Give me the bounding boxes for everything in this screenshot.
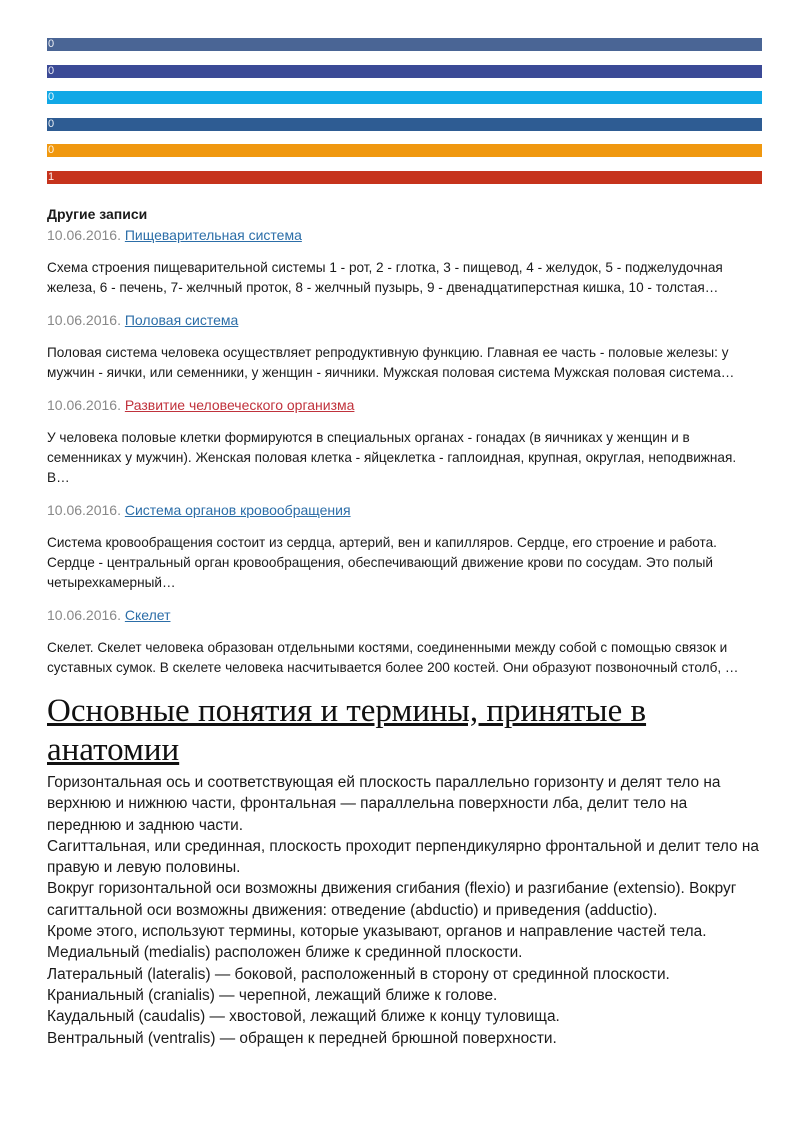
paragraph: Латеральный (lateralis) — боковой, расположенный в сторону от срединной плоскости. [47,965,670,983]
post-excerpt: Скелет. Скелет человека образован отдельными костями, соединенными между собой с помощью связок и суставных сумок. В скелете человека насчитывается более 200 костей. Они образуют позвоночный столб, … [47,639,739,675]
paragraph: Горизонтальная ось и соответствующая ей плоскость параллельно горизонту и делят тело на верхнюю и нижнюю части, фронтальная — параллельна поверхности лба, делит тело на переднюю и заднюю части. [47,773,721,834]
share-bar-2[interactable] [47,65,762,78]
post-date: 10.06.2016. [47,311,121,328]
share-bar-5[interactable] [47,144,762,157]
section-title: Основные понятия и термины, принятые в анатомии [47,692,647,768]
other-post-entry [47,310,762,383]
share-bar-4[interactable] [47,118,762,131]
page-content [47,38,762,1049]
share-bars [47,38,762,184]
paragraph: Медиальный (medialis) расположен ближе к срединной плоскости. [47,944,523,962]
post-link-circulatory[interactable]: Система органов кровообращения [124,501,351,518]
share-count: 0 [48,144,55,157]
share-bar-6[interactable] [47,171,762,184]
share-bar-1[interactable] [47,38,762,51]
post-date: 10.06.2016. [47,501,121,518]
post-link-digestive[interactable]: Пищеварительная система [124,226,302,243]
paragraph: Каудальный (caudalis) — хвостовой, лежащий ближе к концу туловища. [47,1008,560,1026]
other-post-entry [47,605,762,678]
other-post-entry [47,500,762,593]
share-count: 0 [48,117,55,130]
paragraph: Вокруг горизонтальной оси возможны движения сгибания (flexio) и разгибание (extensio). Вокруг сагиттальной оси возможны движения: отведение (abductio) и приведения (adductio). [47,880,737,919]
post-excerpt: Схема строения пищеварительной системы 1 - рот, 2 - глотка, 3 - пищевод, 4 - желудок, 5 - поджелудочная железа, 6 - печень, 7- желчный проток, 8 - желчный пузырь, 9 - двенадцатиперстная кишка, 10 - толстая… [47,259,723,295]
post-link-skeleton[interactable]: Скелет [124,606,171,623]
share-count: 0 [48,38,55,50]
post-date: 10.06.2016. [47,606,121,623]
share-count: 0 [48,91,55,104]
post-excerpt: Система кровообращения состоит из сердца, артерий, вен и капилляров. Сердце, его строение и работа. Сердце - центральный орган кровообращения, обеспечивающий движение крови по сосудам. Это полый четырехкамерный… [47,534,717,590]
share-count: 1 [48,170,55,183]
other-posts-heading: Другие записи [47,205,148,222]
post-link-development[interactable]: Развитие человеческого организма [124,396,355,413]
post-excerpt: Половая система человека осуществляет репродуктивную функцию. Главная ее часть - половые железы: у мужчин - яички, или семенники, у женщин - яичники. Мужская половая система Мужская половая система… [47,344,735,380]
post-date: 10.06.2016. [47,396,121,413]
paragraph: Кроме этого, используют термины, которые указывают, органов и направление частей тела. [47,923,707,941]
paragraph: Сагиттальная, или срединная, плоскость проходит перпендикулярно фронтальной и делит тело на правую и левую половины. [47,837,759,877]
share-count: 0 [48,64,55,77]
paragraph: Краниальный (cranialis) — черепной, лежащий ближе к голове. [47,986,498,1004]
post-excerpt: У человека половые клетки формируются в специальных органах - гонадах (в яичниках у женщин и в семенниках у мужчин). Женская половая клетка - яйцеклетка - гаплоидная, крупная, округлая, неподвижная. В… [47,429,737,485]
post-date: 10.06.2016. [47,226,121,243]
section-body [47,772,762,1049]
other-post-entry [47,395,762,488]
share-bar-3[interactable] [47,91,762,104]
post-link-reproductive[interactable]: Половая система [124,311,239,328]
other-post-entry [47,225,762,298]
paragraph: Вентральный (ventralis) — обращен к передней брюшной поверхности. [47,1029,557,1047]
